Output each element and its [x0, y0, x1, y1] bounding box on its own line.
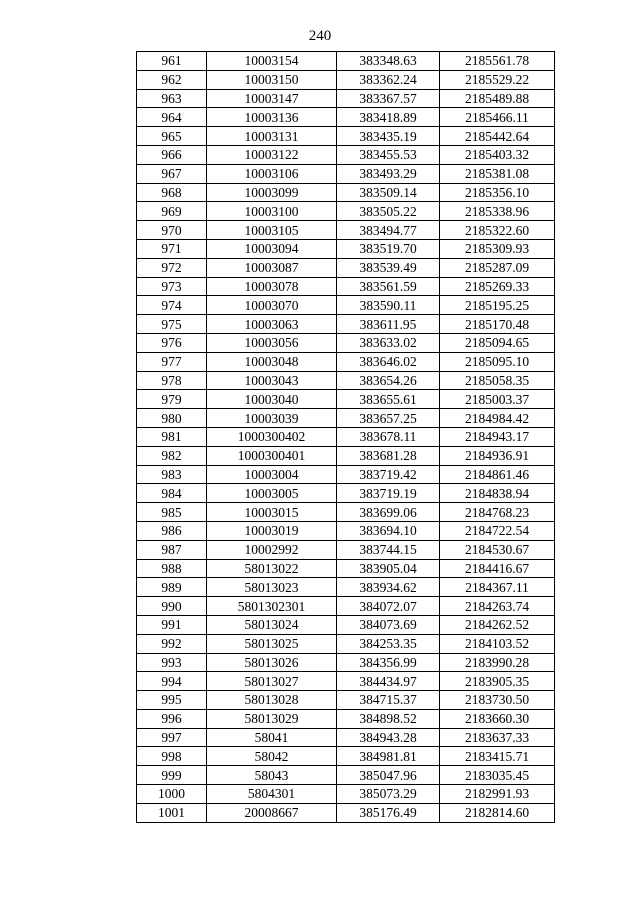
row-number-cell: 992	[137, 634, 207, 653]
point-id-cell: 10003015	[207, 503, 337, 522]
y-coordinate-cell: 2185403.32	[440, 145, 555, 164]
y-coordinate-cell: 2185466.11	[440, 108, 555, 127]
table-row	[137, 183, 555, 202]
table-row	[137, 465, 555, 484]
table-row	[137, 89, 555, 108]
point-id-cell: 10003048	[207, 352, 337, 371]
point-id-cell: 58043	[207, 766, 337, 785]
row-number-cell: 986	[137, 521, 207, 540]
y-coordinate-cell: 2184838.94	[440, 484, 555, 503]
table-row	[137, 597, 555, 616]
point-id-cell: 5804301	[207, 785, 337, 804]
point-id-cell: 10003039	[207, 409, 337, 428]
row-number-cell: 991	[137, 615, 207, 634]
row-number-cell: 993	[137, 653, 207, 672]
point-id-cell: 58013029	[207, 709, 337, 728]
point-id-cell: 10003099	[207, 183, 337, 202]
y-coordinate-cell: 2184367.11	[440, 578, 555, 597]
x-coordinate-cell: 385047.96	[337, 766, 440, 785]
y-coordinate-cell: 2185442.64	[440, 127, 555, 146]
table-row	[137, 578, 555, 597]
point-id-cell: 58013027	[207, 672, 337, 691]
y-coordinate-cell: 2184530.67	[440, 540, 555, 559]
x-coordinate-cell: 384715.37	[337, 691, 440, 710]
table-row	[137, 127, 555, 146]
point-id-cell: 1000300402	[207, 427, 337, 446]
row-number-cell: 980	[137, 409, 207, 428]
point-id-cell: 10003005	[207, 484, 337, 503]
table-row	[137, 164, 555, 183]
x-coordinate-cell: 383657.25	[337, 409, 440, 428]
point-id-cell: 20008667	[207, 803, 337, 822]
x-coordinate-cell: 384253.35	[337, 634, 440, 653]
point-id-cell: 5801302301	[207, 597, 337, 616]
x-coordinate-cell: 383646.02	[337, 352, 440, 371]
row-number-cell: 976	[137, 333, 207, 352]
point-id-cell: 58013026	[207, 653, 337, 672]
table-row	[137, 803, 555, 822]
row-number-cell: 981	[137, 427, 207, 446]
table-row	[137, 390, 555, 409]
y-coordinate-cell: 2184103.52	[440, 634, 555, 653]
x-coordinate-cell: 383611.95	[337, 315, 440, 334]
table-row	[137, 333, 555, 352]
y-coordinate-cell: 2185003.37	[440, 390, 555, 409]
y-coordinate-cell: 2185094.65	[440, 333, 555, 352]
row-number-cell: 984	[137, 484, 207, 503]
row-number-cell: 971	[137, 239, 207, 258]
y-coordinate-cell: 2184416.67	[440, 559, 555, 578]
point-id-cell: 10003087	[207, 258, 337, 277]
x-coordinate-cell: 383494.77	[337, 221, 440, 240]
point-id-cell: 58013028	[207, 691, 337, 710]
x-coordinate-cell: 383694.10	[337, 521, 440, 540]
table-row	[137, 409, 555, 428]
point-id-cell: 58013023	[207, 578, 337, 597]
y-coordinate-cell: 2184861.46	[440, 465, 555, 484]
row-number-cell: 997	[137, 728, 207, 747]
row-number-cell: 964	[137, 108, 207, 127]
coordinates-table	[136, 51, 555, 823]
row-number-cell: 995	[137, 691, 207, 710]
row-number-cell: 972	[137, 258, 207, 277]
x-coordinate-cell: 383539.49	[337, 258, 440, 277]
row-number-cell: 983	[137, 465, 207, 484]
y-coordinate-cell: 2184768.23	[440, 503, 555, 522]
x-coordinate-cell: 383678.11	[337, 427, 440, 446]
x-coordinate-cell: 383681.28	[337, 446, 440, 465]
row-number-cell: 967	[137, 164, 207, 183]
table-row	[137, 239, 555, 258]
row-number-cell: 988	[137, 559, 207, 578]
y-coordinate-cell: 2183035.45	[440, 766, 555, 785]
table-row	[137, 503, 555, 522]
x-coordinate-cell: 384434.97	[337, 672, 440, 691]
x-coordinate-cell: 384073.69	[337, 615, 440, 634]
x-coordinate-cell: 383435.19	[337, 127, 440, 146]
y-coordinate-cell: 2183660.30	[440, 709, 555, 728]
row-number-cell: 968	[137, 183, 207, 202]
point-id-cell: 10003094	[207, 239, 337, 258]
point-id-cell: 10003019	[207, 521, 337, 540]
table-row	[137, 559, 555, 578]
row-number-cell: 975	[137, 315, 207, 334]
table-row	[137, 352, 555, 371]
y-coordinate-cell: 2183730.50	[440, 691, 555, 710]
point-id-cell: 10003147	[207, 89, 337, 108]
y-coordinate-cell: 2185529.22	[440, 70, 555, 89]
table-row	[137, 446, 555, 465]
point-id-cell: 10003070	[207, 296, 337, 315]
y-coordinate-cell: 2185058.35	[440, 371, 555, 390]
x-coordinate-cell: 383418.89	[337, 108, 440, 127]
point-id-cell: 58013025	[207, 634, 337, 653]
point-id-cell: 10003043	[207, 371, 337, 390]
point-id-cell: 10003154	[207, 52, 337, 71]
point-id-cell: 10003063	[207, 315, 337, 334]
x-coordinate-cell: 384981.81	[337, 747, 440, 766]
table-row	[137, 371, 555, 390]
row-number-cell: 966	[137, 145, 207, 164]
table-row	[137, 709, 555, 728]
row-number-cell: 990	[137, 597, 207, 616]
point-id-cell: 10002992	[207, 540, 337, 559]
point-id-cell: 58041	[207, 728, 337, 747]
y-coordinate-cell: 2185381.08	[440, 164, 555, 183]
row-number-cell: 989	[137, 578, 207, 597]
row-number-cell: 994	[137, 672, 207, 691]
x-coordinate-cell: 383367.57	[337, 89, 440, 108]
table-row	[137, 145, 555, 164]
y-coordinate-cell: 2182991.93	[440, 785, 555, 804]
y-coordinate-cell: 2185095.10	[440, 352, 555, 371]
row-number-cell: 970	[137, 221, 207, 240]
x-coordinate-cell: 383655.61	[337, 390, 440, 409]
y-coordinate-cell: 2183415.71	[440, 747, 555, 766]
row-number-cell: 963	[137, 89, 207, 108]
row-number-cell: 973	[137, 277, 207, 296]
row-number-cell: 987	[137, 540, 207, 559]
row-number-cell: 978	[137, 371, 207, 390]
x-coordinate-cell: 385073.29	[337, 785, 440, 804]
point-id-cell: 10003004	[207, 465, 337, 484]
row-number-cell: 961	[137, 52, 207, 71]
y-coordinate-cell: 2185195.25	[440, 296, 555, 315]
page-number: 240	[308, 28, 332, 44]
y-coordinate-cell: 2183637.33	[440, 728, 555, 747]
y-coordinate-cell: 2184943.17	[440, 427, 555, 446]
row-number-cell: 1001	[137, 803, 207, 822]
y-coordinate-cell: 2185561.78	[440, 52, 555, 71]
y-coordinate-cell: 2185287.09	[440, 258, 555, 277]
table-row	[137, 70, 555, 89]
point-id-cell: 58042	[207, 747, 337, 766]
x-coordinate-cell: 385176.49	[337, 803, 440, 822]
y-coordinate-cell: 2183905.35	[440, 672, 555, 691]
x-coordinate-cell: 384072.07	[337, 597, 440, 616]
y-coordinate-cell: 2183990.28	[440, 653, 555, 672]
y-coordinate-cell: 2182814.60	[440, 803, 555, 822]
table-row	[137, 540, 555, 559]
row-number-cell: 979	[137, 390, 207, 409]
y-coordinate-cell: 2185309.93	[440, 239, 555, 258]
y-coordinate-cell: 2184263.74	[440, 597, 555, 616]
table-row	[137, 484, 555, 503]
row-number-cell: 974	[137, 296, 207, 315]
point-id-cell: 10003136	[207, 108, 337, 127]
y-coordinate-cell: 2185489.88	[440, 89, 555, 108]
row-number-cell: 977	[137, 352, 207, 371]
row-number-cell: 999	[137, 766, 207, 785]
row-number-cell: 962	[137, 70, 207, 89]
point-id-cell: 10003105	[207, 221, 337, 240]
x-coordinate-cell: 383505.22	[337, 202, 440, 221]
table-row	[137, 615, 555, 634]
table-row	[137, 672, 555, 691]
x-coordinate-cell: 383934.62	[337, 578, 440, 597]
table-row	[137, 521, 555, 540]
x-coordinate-cell: 384898.52	[337, 709, 440, 728]
point-id-cell: 10003056	[207, 333, 337, 352]
x-coordinate-cell: 383719.19	[337, 484, 440, 503]
x-coordinate-cell: 384356.99	[337, 653, 440, 672]
point-id-cell: 10003100	[207, 202, 337, 221]
row-number-cell: 996	[137, 709, 207, 728]
y-coordinate-cell: 2184936.91	[440, 446, 555, 465]
table-row	[137, 691, 555, 710]
point-id-cell: 58013022	[207, 559, 337, 578]
table-row	[137, 634, 555, 653]
x-coordinate-cell: 383633.02	[337, 333, 440, 352]
row-number-cell: 982	[137, 446, 207, 465]
point-id-cell: 10003106	[207, 164, 337, 183]
row-number-cell: 985	[137, 503, 207, 522]
table-row	[137, 202, 555, 221]
table-row	[137, 653, 555, 672]
table-row	[137, 728, 555, 747]
y-coordinate-cell: 2184722.54	[440, 521, 555, 540]
y-coordinate-cell: 2185322.60	[440, 221, 555, 240]
row-number-cell: 1000	[137, 785, 207, 804]
point-id-cell: 10003150	[207, 70, 337, 89]
x-coordinate-cell: 383509.14	[337, 183, 440, 202]
x-coordinate-cell: 383362.24	[337, 70, 440, 89]
row-number-cell: 965	[137, 127, 207, 146]
table-row	[137, 221, 555, 240]
table-row	[137, 296, 555, 315]
table-row	[137, 258, 555, 277]
y-coordinate-cell: 2184262.52	[440, 615, 555, 634]
x-coordinate-cell: 383455.53	[337, 145, 440, 164]
y-coordinate-cell: 2185170.48	[440, 315, 555, 334]
y-coordinate-cell: 2185356.10	[440, 183, 555, 202]
table-row	[137, 427, 555, 446]
point-id-cell: 10003122	[207, 145, 337, 164]
x-coordinate-cell: 383561.59	[337, 277, 440, 296]
coordinates-table-body	[137, 52, 555, 823]
point-id-cell: 1000300401	[207, 446, 337, 465]
y-coordinate-cell: 2184984.42	[440, 409, 555, 428]
x-coordinate-cell: 383493.29	[337, 164, 440, 183]
row-number-cell: 969	[137, 202, 207, 221]
point-id-cell: 10003040	[207, 390, 337, 409]
table-row	[137, 108, 555, 127]
x-coordinate-cell: 383590.11	[337, 296, 440, 315]
x-coordinate-cell: 383719.42	[337, 465, 440, 484]
x-coordinate-cell: 383744.15	[337, 540, 440, 559]
table-row	[137, 52, 555, 71]
x-coordinate-cell: 383348.63	[337, 52, 440, 71]
table-row	[137, 785, 555, 804]
y-coordinate-cell: 2185338.96	[440, 202, 555, 221]
table-row	[137, 747, 555, 766]
point-id-cell: 10003078	[207, 277, 337, 296]
x-coordinate-cell: 383519.70	[337, 239, 440, 258]
y-coordinate-cell: 2185269.33	[440, 277, 555, 296]
point-id-cell: 58013024	[207, 615, 337, 634]
x-coordinate-cell: 383699.06	[337, 503, 440, 522]
table-row	[137, 315, 555, 334]
table-row	[137, 766, 555, 785]
point-id-cell: 10003131	[207, 127, 337, 146]
x-coordinate-cell: 383654.26	[337, 371, 440, 390]
row-number-cell: 998	[137, 747, 207, 766]
table-row	[137, 277, 555, 296]
x-coordinate-cell: 384943.28	[337, 728, 440, 747]
x-coordinate-cell: 383905.04	[337, 559, 440, 578]
